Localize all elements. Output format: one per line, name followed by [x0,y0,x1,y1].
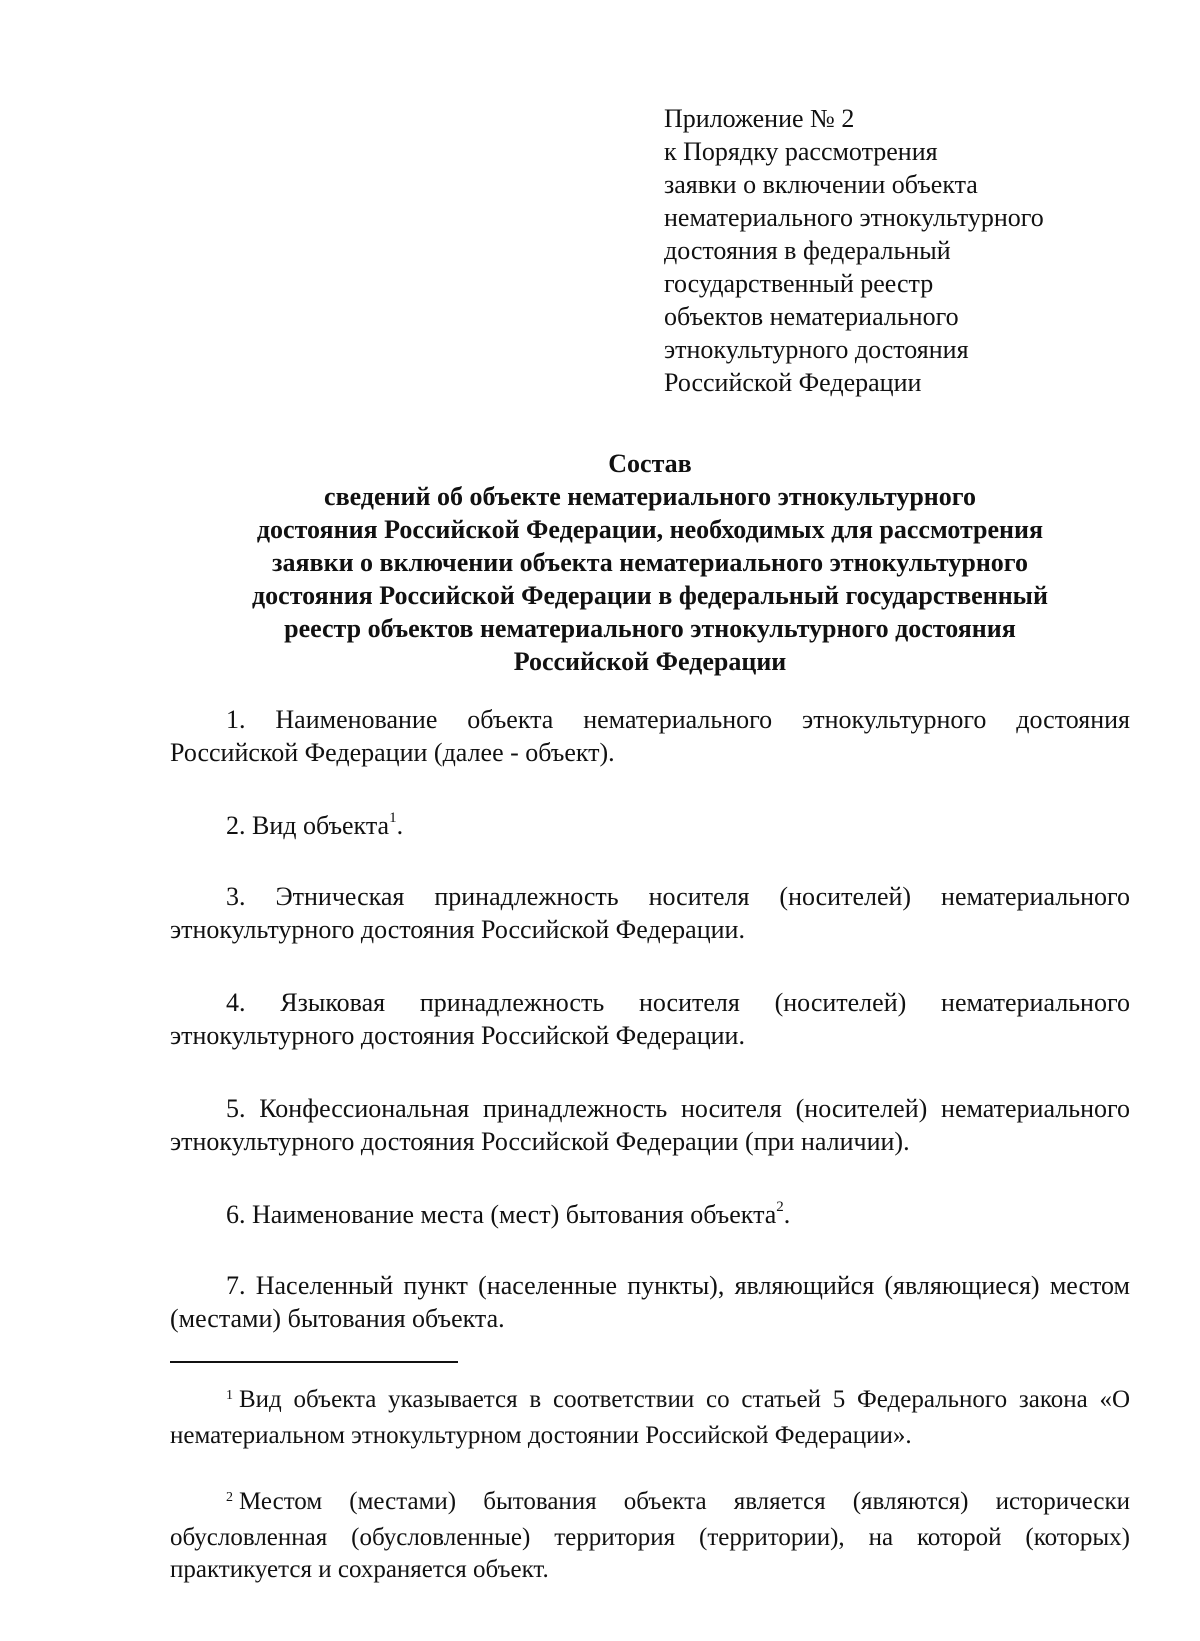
item-punct: . [783,1200,791,1229]
title-line: достояния Российской Федерации, необходимых для рассмотрения [256,515,1044,544]
appendix-line: объектов нематериального [664,302,959,331]
item-text: 5. Конфессиональная принадлежность носителя (носителей) нематериального этнокультурного достояния Российской Федерации (при наличии). [170,1094,1130,1156]
item-text: 1. Наименование объекта нематериального этнокультурного достояния Российской Федерации (далее - объект). [170,705,1130,767]
appendix-header [664,102,1164,399]
footnote-ref: 1 [389,810,397,827]
appendix-line: Приложение № 2 [664,104,855,133]
item-text: 2. Вид объекта [226,811,390,840]
list-item-2 [170,809,1130,842]
footnote-text: Местом (местами) бытования объекта является (являются) исторически обусловленная (обусловленные) территория (территории), на которой (которых) практикуется и сохраняется объект. [170,1488,1130,1583]
list-item-7 [170,1269,1130,1335]
list-item-3 [170,880,1130,946]
appendix-line: государственный реестр [664,269,934,298]
title-line: реестр объектов нематериального этнокультурного достояния [284,614,1016,643]
appendix-line: достояния в федеральный [664,236,951,265]
footnote-ref: 2 [776,1199,784,1216]
appendix-line: нематериального этнокультурного [664,203,1044,232]
list-item-5 [170,1092,1130,1158]
list-item-6 [170,1198,1130,1231]
item-punct: . [396,811,404,840]
appendix-line: к Порядку рассмотрения [664,137,938,166]
appendix-line: заявки о включении объекта [664,170,978,199]
appendix-line: этнокультурного достояния [664,335,969,364]
title-line: заявки о включении объекта нематериального этнокультурного [272,548,1028,577]
footnote-1 [170,1384,1130,1452]
title-line: Российской Федерации [513,647,787,676]
item-text: 6. Наименование места (мест) бытования объекта [226,1200,777,1229]
title-line: Состав [608,449,692,478]
footnote-mark: 2 [226,1490,233,1505]
footnote-mark: 1 [226,1388,233,1403]
title-line: сведений об объекте нематериального этнокультурного [324,482,976,511]
item-text: 3. Этническая принадлежность носителя (носителей) нематериального этнокультурного достояния Российской Федерации. [170,882,1130,944]
title-line: достояния Российской Федерации в федеральный государственный [252,581,1048,610]
footnote-divider [170,1361,458,1363]
appendix-line: Российской Федерации [664,368,922,397]
list-item-4 [170,986,1130,1052]
footnotes [170,1384,1130,1586]
item-text: 7. Населенный пункт (населенные пункты), являющийся (являющиеся) местом (местами) бытования объекта. [170,1271,1130,1333]
document-body [170,703,1130,1335]
footnote-2 [170,1486,1130,1586]
item-text: 4. Языковая принадлежность носителя (носителей) нематериального этнокультурного достояния Российской Федерации. [170,988,1130,1050]
document-title [170,447,1130,678]
list-item-1 [170,703,1130,769]
footnote-text: Вид объекта указывается в соответствии со статьей 5 Федерального закона «О нематериальном этнокультурном достоянии Российской Федерации». [170,1386,1130,1449]
